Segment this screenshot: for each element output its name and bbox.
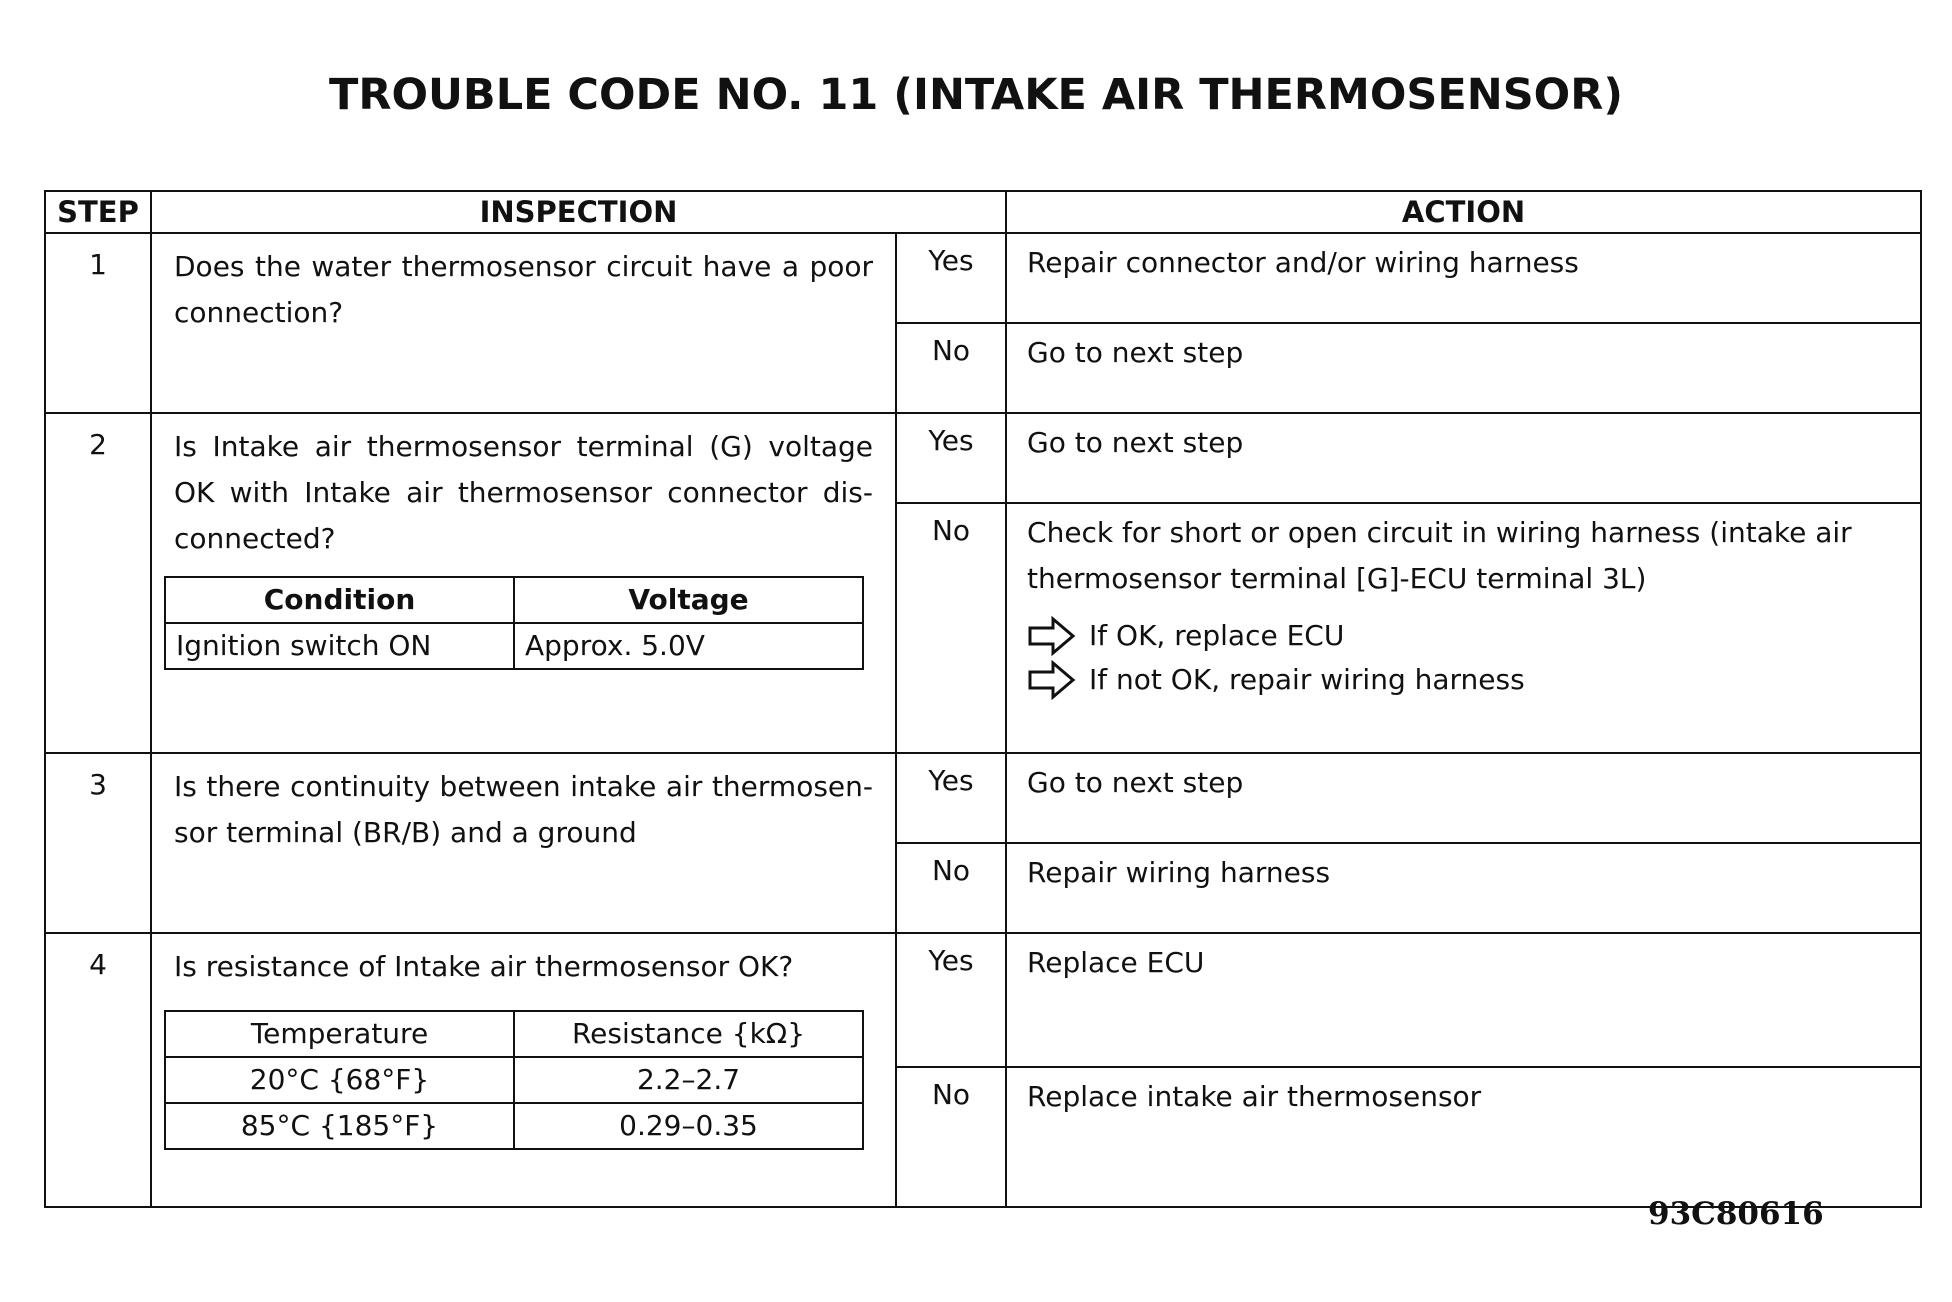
sub-cell: Ignition switch ON [165,623,514,669]
voltage-table [164,576,864,670]
yes-label: Yes [896,413,1006,503]
step-question: Is Intake air thermosensor terminal (G) voltage OK with Intake air thermosensor connector dis-connected? [174,430,873,555]
yes-action: Replace ECU [1006,933,1921,1067]
bullet-not-ok [1027,658,1900,702]
sub-header: Voltage [514,577,863,623]
trouble-code-table [44,190,1922,1208]
no-action: Repair wiring harness [1006,843,1921,933]
no-action: Go to next step [1006,323,1921,413]
hollow-right-arrow-icon [1027,616,1077,656]
header-action: ACTION [1006,191,1921,233]
no-label: No [896,323,1006,413]
step-number: 3 [45,753,151,933]
table-row [45,413,1921,503]
sub-header: Resistance {kΩ} [514,1011,863,1057]
bullet-ok [1027,614,1900,658]
resistance-table [164,1010,864,1150]
yes-label: Yes [896,753,1006,843]
table-row [45,753,1921,843]
yes-action: Go to next step [1006,753,1921,843]
bullet-text: If OK, replace ECU [1089,619,1345,652]
step-question: Is resistance of Intake air thermosensor OK? [174,950,794,983]
step-number: 2 [45,413,151,753]
hollow-right-arrow-icon [1027,660,1077,700]
sub-cell: Approx. 5.0V [514,623,863,669]
step-inspection-cell [151,933,896,1207]
yes-action: Repair connector and/or wiring harness [1006,233,1921,323]
table-row [45,233,1921,323]
step-question: Does the water thermosensor circuit have a poor connection? [151,233,896,413]
sub-cell: 2.2–2.7 [514,1057,863,1103]
sub-cell: 0.29–0.35 [514,1103,863,1149]
step-question: Is there continuity between intake air thermosen-sor terminal (BR/B) and a ground [151,753,896,933]
step-inspection-cell [151,413,896,753]
no-action-cell [1006,503,1921,753]
table-header-row [45,191,1921,233]
figure-code: 93C80616 [1648,1196,1824,1232]
step-number: 4 [45,933,151,1207]
sub-cell: 20°C {68°F} [165,1057,514,1103]
step-number: 1 [45,233,151,413]
sub-header: Temperature [165,1011,514,1057]
table-row [45,933,1921,1067]
yes-action: Go to next step [1006,413,1921,503]
no-label: No [896,1067,1006,1207]
sub-cell: 85°C {185°F} [165,1103,514,1149]
yes-label: Yes [896,233,1006,323]
sub-header: Condition [165,577,514,623]
yes-label: Yes [896,933,1006,1067]
no-label: No [896,503,1006,753]
no-action: Check for short or open circuit in wiring harness (intake air thermosensor terminal [G]-ECU terminal 3L) [1027,516,1852,595]
bullet-text: If not OK, repair wiring harness [1089,663,1525,696]
no-label: No [896,843,1006,933]
header-step: STEP [45,191,151,233]
no-action: Replace intake air thermosensor [1006,1067,1921,1207]
page-title: TROUBLE CODE NO. 11 (INTAKE AIR THERMOSENSOR) [329,70,1623,120]
header-inspection: INSPECTION [151,191,1006,233]
